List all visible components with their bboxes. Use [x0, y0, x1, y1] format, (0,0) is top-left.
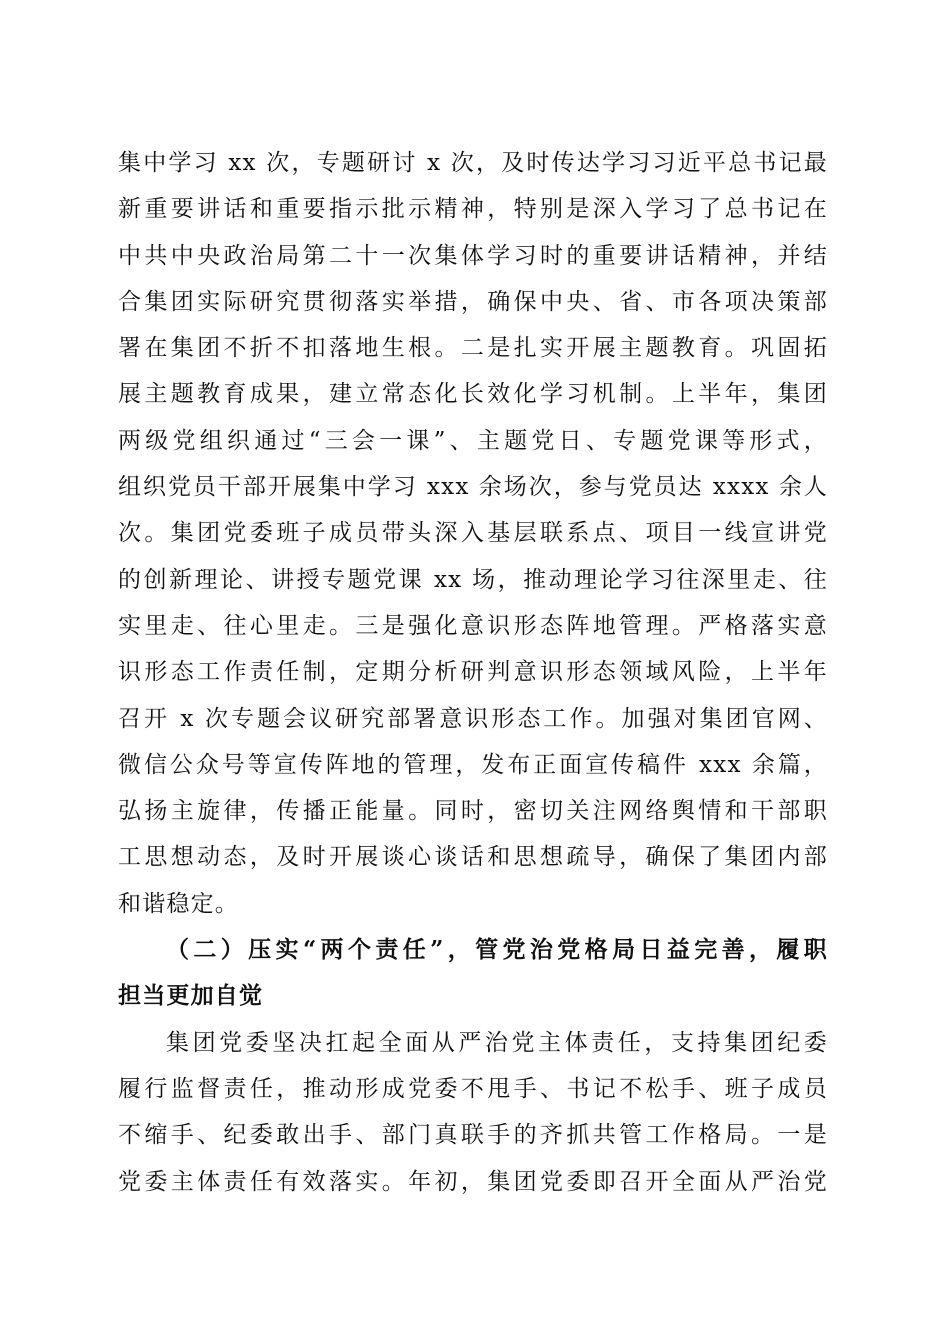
- text-line: 中共中央政治局第二十一次集体学习时的重要讲话精神，并结: [118, 242, 828, 269]
- text-line: 组织党员干部开展集中学习 xxx 余场次，参与党员达 xxxx 余人: [118, 474, 828, 501]
- text-line: 和谐稳定。: [118, 890, 239, 917]
- document-body: [118, 140, 828, 1205]
- text-line: 履行监督责任，推动形成党委不甩手、书记不松手、班子成员: [118, 1075, 828, 1102]
- text-line: 实里走、往心里走。三是强化意识形态阵地管理。严格落实意: [118, 612, 828, 639]
- text-line: 召开 x 次专题会议研究部署意识形态工作。加强对集团官网、: [118, 705, 828, 732]
- text-line: 集中学习 xx 次，专题研讨 x 次，及时传达学习习近平总书记最: [118, 150, 828, 176]
- text-line: 工思想动态，及时开展谈心谈话和思想疏导，确保了集团内部: [118, 844, 828, 871]
- text-line: 次。集团党委班子成员带头深入基层联系点、项目一线宣讲党: [118, 520, 828, 547]
- text-line: 新重要讲话和重要指示批示精神，特别是深入学习了总书记在: [118, 196, 828, 223]
- text-line: 不缩手、纪委敢出手、部门真联手的齐抓共管工作格局。一是: [118, 1122, 828, 1149]
- section-heading: （二）压实“两个责任”，管党治党格局日益完善，履职: [166, 936, 828, 964]
- text-line: 合集团实际研究贯彻落实举措，确保中央、省、市各项决策部: [118, 288, 828, 315]
- text-line: 党委主体责任有效落实。年初，集团党委即召开全面从严治党: [118, 1168, 828, 1195]
- text-line: 两级党组织通过“三会一课”、主题党日、专题党课等形式，: [118, 427, 828, 454]
- text-line: 的创新理论、讲授专题党课 xx 场，推动理论学习往深里走、往: [118, 566, 828, 593]
- paragraph-first-line: 集团党委坚决扛起全面从严治党主体责任，支持集团纪委: [166, 1029, 828, 1056]
- text-line: 微信公众号等宣传阵地的管理，发布正面宣传稿件 xxx 余篇，: [118, 751, 828, 778]
- text-line: 署在集团不折不扣落地生根。二是扎实开展主题教育。巩固拓: [118, 335, 828, 362]
- text-line: 弘扬主旋律，传播正能量。同时，密切关注网络舆情和干部职: [118, 798, 828, 825]
- section-heading-continuation: 担当更加自觉: [118, 982, 264, 1010]
- text-line: 识形态工作责任制，定期分析研判意识形态领域风险，上半年: [118, 659, 828, 686]
- text-line: 展主题教育成果，建立常态化长效化学习机制。上半年，集团: [118, 381, 828, 408]
